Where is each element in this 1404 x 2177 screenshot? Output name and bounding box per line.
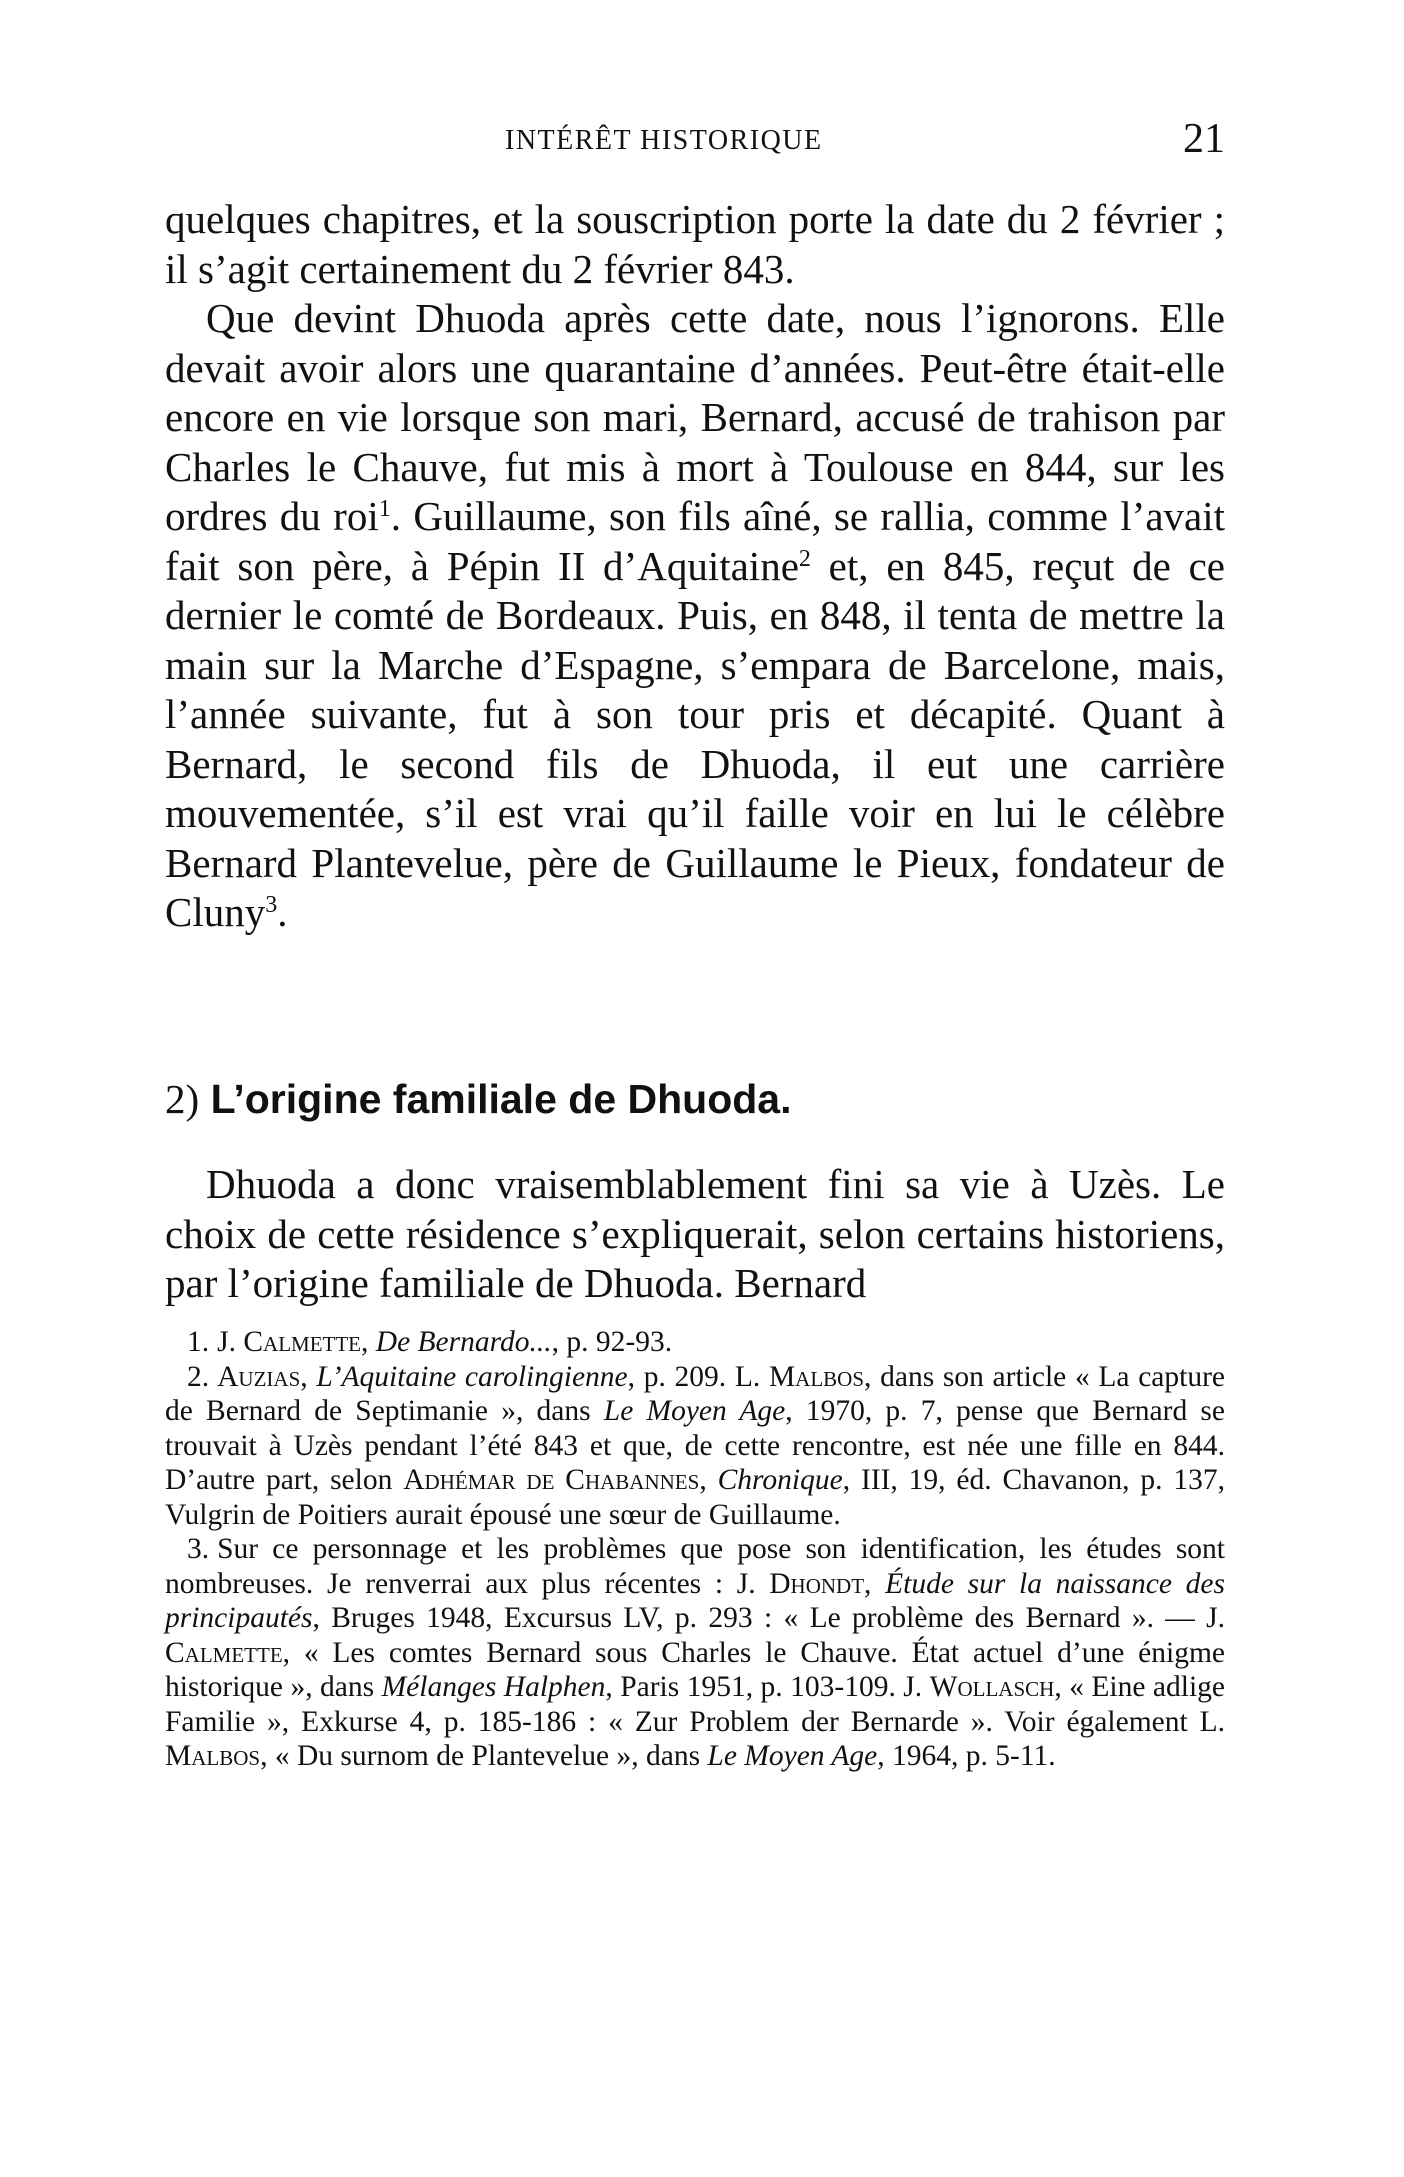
text-run: . [277, 889, 288, 935]
footnote-ref-1: 1 [378, 496, 391, 522]
text-run: et, en 845, reçut de ce dernier le comté de Bordeaux. Puis, en 848, il tenta de mettre la main sur la Marche d’Espagne, s’empara de Barcelone, mais, l’année suivante, fut à son tour pris et décapité. Quant à Bernard, le second fils de Dhuoda, il eut une carrière mouvementée, s’il est vrai qu’il faille voir en lui le célèbre Bernard Plantevelue, père de Guillaume le Pieux, fondateur de Cluny [165, 542, 1225, 935]
text-run: Que devint Dhuoda après cette date, nous l’ignorons. Elle devait avoir alors une quarantaine d’années. Peut-être était-elle encore en vie lorsque son mari, Bernard, accusé de trahison par Charles le Chauve, fut mis à mort à Toulouse en 844, sur les ordres du roi [165, 295, 1225, 539]
footnote-marker: 1. [187, 1326, 210, 1358]
text-run: , p. 209. L. [627, 1360, 769, 1393]
author-name: Calmette [243, 1326, 362, 1358]
paragraph-dhuoda-fate [165, 294, 1225, 938]
author-name: Wollasch [929, 1671, 1055, 1703]
section-number: 2) [165, 1076, 200, 1122]
text-run: , « Du surnom de Plantevelue », dans [260, 1740, 708, 1772]
text-run: , p. 92-93. [551, 1326, 673, 1358]
text-run: , III, 19, éd. Chavanon, p. 137, Vulgrin de Poitiers aurait épousé une sœur de Guillaume. [165, 1464, 1226, 1531]
footnote-1 [165, 1325, 1225, 1360]
footnote-marker: 2. [187, 1360, 210, 1393]
work-title: L’Aquitaine carolingienne [316, 1360, 628, 1393]
author-name: Dhondt [769, 1567, 865, 1600]
text-run: , [361, 1326, 376, 1358]
work-title: Mélanges Halphen [381, 1671, 606, 1703]
text-run: J. [217, 1326, 244, 1358]
work-title: Le Moyen Age [707, 1740, 878, 1772]
author-name: Malbos [165, 1740, 261, 1772]
footnote-3 [165, 1532, 1225, 1774]
footnote-ref-3: 3 [265, 892, 278, 918]
footnotes [165, 1325, 1225, 1774]
section-title: L’origine familiale de Dhuoda. [210, 1076, 792, 1122]
paragraph-continuation: quelques chapitres, et la souscription porte la date du 2 février ; il s’agit certainement du 2 février 843. [165, 196, 1225, 292]
text-run: , dans son article « La capture de Bernard de Septimanie », dans [165, 1360, 1225, 1427]
footnote-ref-2: 2 [798, 545, 811, 572]
author-name: Calmette [165, 1636, 283, 1669]
text-run: , 1964, p. 5-11. [877, 1740, 1056, 1772]
author-name: Adhémar de Chabannes [403, 1464, 700, 1496]
text-run: , « Eine adlige Familie », Exkurse 4, p. 185-186 : « Zur Problem der Bernarde ». Voir également L. [165, 1671, 1226, 1738]
text-run: , Bruges 1948, Excursus LV, p. 293 : « Le problème des Bernard ». — J. [312, 1602, 1225, 1634]
running-head: INTÉRÊT HISTORIQUE [505, 125, 823, 156]
footnote-marker: 3. [187, 1533, 210, 1565]
author-name: Auzias [217, 1360, 301, 1393]
text-run: . Guillaume, son fils aîné, se rallia, comme l’avait fait son père, à Pépin II d’Aquitaine [165, 493, 1225, 589]
text-run: , [699, 1464, 718, 1496]
work-title: Étude sur la naissance des principautés [165, 1567, 1225, 1634]
page-header [165, 115, 1235, 175]
work-title: Le Moyen Age [603, 1395, 786, 1427]
text-run: Sur ce personnage et les problèmes que pose son identification, les études sont nombreuses. Je renverrai aux plus récentes : J. [165, 1533, 1225, 1600]
work-title: Chronique [717, 1464, 843, 1496]
main-text [165, 195, 1225, 938]
work-title: De Bernardo... [375, 1326, 552, 1358]
footnote-2 [165, 1360, 1225, 1533]
text-run: , Paris 1951, p. 103-109. J. [605, 1671, 930, 1703]
text-run: , « Les comtes Bernard sous Charles le Chauve. État actuel d’une énigme historique », dans [165, 1636, 1225, 1703]
section-heading [165, 1075, 792, 1123]
paragraph-uzes: Dhuoda a donc vraisemblablement fini sa vie à Uzès. Le choix de cette résidence s’expliquerait, selon certains historiens, par l’origine familiale de Dhuoda. Bernard [165, 1161, 1225, 1306]
text-run: , [864, 1567, 886, 1600]
text-run: , 1970, p. 7, pense que Bernard se trouvait à Uzès pendant l’été 843 et que, de cette rencontre, est née une fille en 844. D’autre part, selon [165, 1395, 1225, 1496]
author-name: Malbos [768, 1360, 865, 1393]
text-run: , [300, 1360, 317, 1393]
page-number: 21 [1183, 116, 1225, 162]
section-text [165, 1160, 1225, 1309]
